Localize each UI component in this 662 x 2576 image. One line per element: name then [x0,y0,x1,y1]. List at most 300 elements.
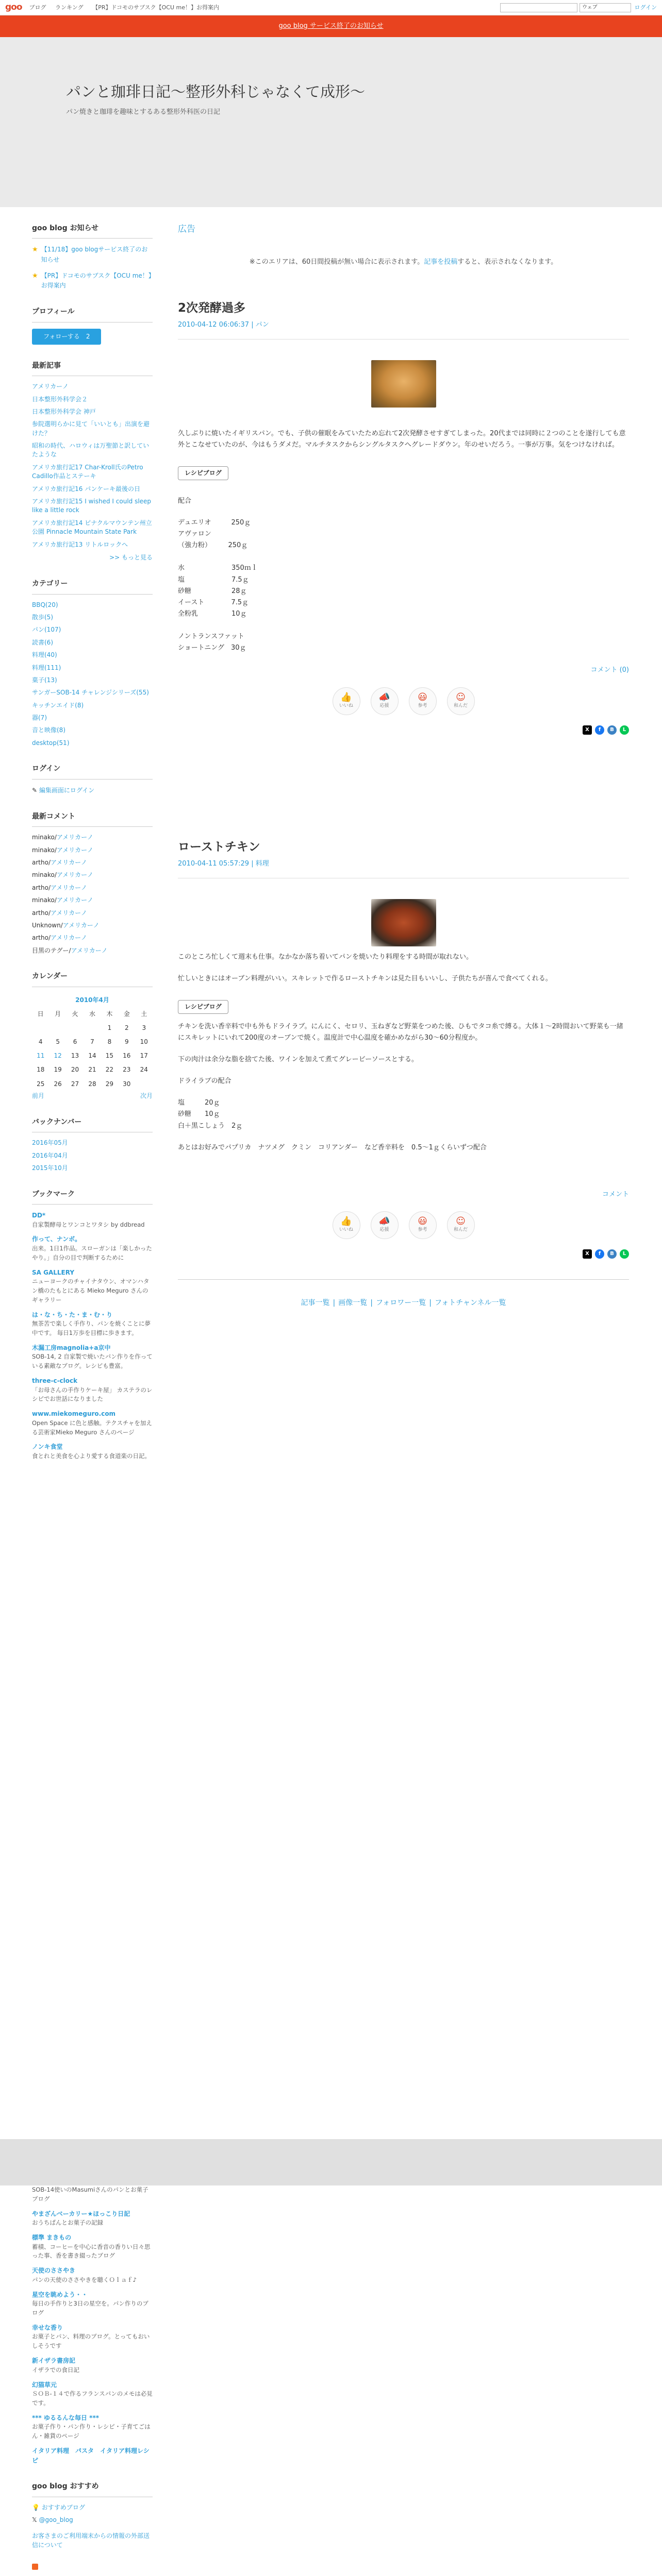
article-title[interactable]: ローストチキン [178,840,260,854]
comment-author: Unknown [32,921,61,929]
recipe-blog-button[interactable]: レシピブログ [178,1000,228,1014]
login-heading: ログイン [32,763,153,779]
bulb-icon: 💡 [32,2503,40,2511]
ad-notice-text: すると、表示されなくなります。 [457,258,558,266]
article-body [178,952,629,985]
bookmark-desc: SOB-14使いのMasumiさんのパンとお菓子ブログ [32,2186,148,2202]
calendar-heading: カレンダー [32,971,153,987]
calendar-day: 6 [73,1038,77,1046]
bookmark-item [32,1211,153,1229]
relaxed-icon: ☺ [456,1216,466,1227]
bookmark-link[interactable]: 幻猫草元 [32,2381,57,2388]
bookmark-heading: ブックマーク [32,1189,153,1205]
ingredient-line: 塩 7.5ｇ [178,575,249,584]
ingredient-line [178,620,629,631]
article-paragraph: 久しぶりに焼いたイギリスパン。でも、子供の催眠をみていたため忘れて2次発酵させすぎてしまった。20代までは同時に２つのことを遂行しても意外とこなせていたのが、今はもうダメだ。マルチタスクからシングルタスクへグレードダウン。年のせいだろう。一事が万事。気をつけなければ。 [178,429,626,449]
archive-links: 記事一覧 | 画像一覧 | フォロワー一覧 | フォトチャンネル一覧 [178,1279,629,1309]
bookmark-desc: SOB-14, 2 自家製で焼いたパン作りを作っている素敵なブログ。レシピも豊富。 [32,1353,153,1370]
calendar-day: 22 [105,1066,114,1074]
bookmark-desc: 蓄積、コーヒーを中心に香音の香りい日々思った事、香を書き綴ったブログ [32,2243,151,2260]
main-content [178,223,629,1309]
bookmark-desc: パンの天使のささやきを聴くＯｌａｆ♪ [32,2276,137,2283]
bookmark-item [32,2266,153,2284]
recommend-item [32,2503,153,2512]
share-buttons [178,725,629,735]
calendar-day: 10 [140,1038,148,1046]
facebook-share-icon[interactable]: f [595,725,604,735]
bookmark-item [32,1442,153,1461]
facebook-share-icon[interactable]: f [595,1249,604,1259]
smile-icon: 😃 [418,691,427,703]
nav-pr[interactable]: 【PR】ドコモのサブスク【OCU me！】お得案内 [92,4,219,11]
ingredient-line: 塩 20ｇ [178,1099,220,1107]
calendar-day: 24 [140,1066,148,1074]
recent-heading: 最新記事 [32,360,153,376]
bookmark-item [32,2356,153,2375]
calendar-day: 28 [88,1080,96,1088]
ingredient-line: イースト 7.5ｇ [178,598,249,606]
bookmark-link[interactable]: three-c-clock [32,1377,78,1385]
calendar-day: 20 [71,1066,79,1074]
bookmark-desc: お菓子作り・パン作り・レシピ・子育てごはん・雑貨のページ [32,2423,151,2440]
bookmark-item [32,1409,153,1437]
comment-article-link[interactable]: アメリカーノ [62,921,100,929]
reaction-label: 和んだ [453,703,468,708]
bookmark-item [32,1310,153,1338]
comment-article-link[interactable]: アメリカーノ [71,946,108,954]
ingredient-line: デュエリオ 250ｇ [178,519,251,527]
comment-item: minako/アメリカーノ [32,846,93,854]
calendar-day-link[interactable]: 12 [54,1052,62,1060]
bookmark-link[interactable]: 木漏工房magnolia+a京中 [32,1344,111,1351]
bookmark-item [32,2413,153,2441]
thumbs-up-icon: 👍 [340,691,352,703]
article-body [178,428,629,451]
article-meta[interactable]: 2010-04-12 06:06:37 | パン [178,320,629,340]
category-item[interactable]: 器(7) [32,714,47,722]
bookmark-item [32,1268,153,1305]
backnumber-heading: バックナンバー [32,1116,153,1132]
search-input[interactable] [500,3,577,12]
calendar-day: 2 [125,1024,129,1031]
thumbs-up-icon: 👍 [340,1216,352,1227]
weekday: 日 [37,1010,44,1018]
recent-item[interactable]: 昭和の時代、ハロウィは万聖節と訳していたような [32,442,150,459]
reaction-label: いいね [339,1227,353,1233]
ingredient-line: 白＋黒こしょう 2ｇ [178,1122,243,1130]
category-item[interactable]: 料理(40) [32,651,57,659]
bookmark-item [32,2185,153,2204]
blog-description: パン焼きと珈琲を趣味とするある整形外科医の日記 [66,108,221,116]
notices-heading: goo blog お知らせ [32,223,153,239]
reaction-label: 応援 [379,1227,389,1233]
comment-article-link[interactable]: アメリカーノ [56,834,93,841]
article-meta[interactable]: 2010-04-11 05:57:29 | 料理 [178,859,629,878]
recipe-title: 配合 [178,497,192,505]
article-paragraph: このところ忙しくて週末も仕事。なかなか落ち着いてパンを焼いたり料理をする時間が取れない。 [178,953,473,961]
bread-photo[interactable] [371,360,436,408]
backnumber-list [32,1139,153,1173]
comment-author: artho [32,858,48,866]
calendar-day: 13 [71,1052,79,1060]
rss-icon[interactable] [32,2563,153,2573]
bookmark-desc: 毎日の手作りと3日の星空を。パン作りのブログ [32,2300,148,2317]
like-button[interactable] [333,1211,360,1239]
service-banner [0,15,662,37]
recent-item[interactable]: アメリカ旅行記14 ピナクルマウンテン州立公園 Pinnacle Mountain State Park [32,519,152,536]
calendar-week [32,1077,153,1091]
article-title[interactable]: 2次発酵過多 [178,301,246,315]
calendar-week [32,1049,153,1063]
helpful-button[interactable] [409,687,437,715]
reaction-buttons [178,1211,629,1239]
recommend-heading: goo blog おすすめ [32,2481,153,2497]
bookmark-desc: ＳＯＢ-１４で作るフランスパンのメモは必見です。 [32,2390,153,2406]
ingredient-line: アヴァロン [178,530,211,538]
comment-item: artho/アメリカーノ [32,909,87,917]
calendar-nav [32,1091,153,1101]
article-paragraph: 下の肉汁は余分な脂を捨てた後、ワインを加えて煮てグレービーソースとする。 [178,1056,418,1064]
login-row [32,786,153,795]
ad-notice-text: ※このエリアは、60日間投稿が無い場合に表示されます。 [249,258,424,266]
article-recipe [178,496,629,654]
bookmark-link[interactable]: DD* [32,1211,46,1219]
calendar-day-link[interactable]: 11 [37,1052,45,1060]
follow-label: フォローする [43,332,80,340]
comment-item: artho/アメリカーノ [32,934,87,942]
calendar-week [32,1035,153,1049]
category-item[interactable]: パン(107) [32,626,61,634]
comment-author: minako [32,834,55,841]
calendar-day: 18 [37,1066,45,1074]
follow-count: 2 [86,332,90,340]
calendar-day: 3 [142,1024,146,1031]
weekday: 火 [72,1010,78,1018]
blog-header [0,37,662,207]
bookmark-item [32,2209,153,2228]
recent-item[interactable]: 日本整形外科学会２ [32,395,88,403]
scroll-separator [0,2139,662,2185]
backnumber-item[interactable]: 2016年05月 [32,1139,68,1147]
photo-channel-link[interactable]: フォトチャンネル一覧 [435,1299,506,1308]
search-scope-select[interactable]: ウェブ [580,3,631,12]
follower-list-link[interactable]: フォロワー一覧 [375,1299,426,1308]
comment-article-link[interactable]: アメリカーノ [51,884,87,891]
bookmark-link[interactable]: イタリア料理 パスタ イタリア料理レシピ [32,2447,150,2464]
recipe-blog-button[interactable]: レシピブログ [178,466,228,480]
share-buttons [178,1249,629,1259]
calendar-next[interactable]: 次月 [140,1092,153,1099]
star-icon: ★ [32,272,38,280]
recent-item[interactable]: 参院選明らかに見て「いいとも」出演を避けた？ [32,420,150,437]
hatena-share-icon[interactable]: B [607,1249,617,1259]
megaphone-icon: 📣 [378,1216,390,1227]
cheer-button[interactable] [371,1211,399,1239]
calendar-month: 2010年4月 [75,996,109,1004]
bookmark-link[interactable]: 星空を眺めよう・・ [32,2291,88,2298]
notice-link[interactable]: 【PR】ドコモのサブスク【OCU me！】お得案内 [41,272,152,289]
comment-author: artho [32,909,48,917]
bookmark-desc: 無茶苦で楽しく手作り、パンを焼くことに夢中です。 毎日1万歩を目標に歩きます。 [32,1320,151,1337]
nav-blog[interactable]: ブログ [29,4,46,11]
recent-item[interactable]: アメリカ旅行記13 リトルロックへ [32,540,128,548]
bookmark-desc: 「お母さんの手作りケーキ屋」 カステラのレシピでお世話になりました [32,1386,153,1403]
category-item[interactable]: BBQ(20) [32,601,58,608]
bookmark-link[interactable]: やまざんベーカリー★ほっこり日記 [32,2210,130,2217]
hatena-share-icon[interactable]: B [607,725,617,735]
x-icon: 𝕏 [32,2516,37,2523]
calendar-day: 16 [123,1052,131,1060]
megaphone-icon: 📣 [378,691,390,703]
image-list-link[interactable]: 画像一覧 [338,1299,368,1308]
article-body [178,1021,629,1154]
recommend-item [32,2516,153,2524]
ingredient-line: 砂糖 10ｇ [178,1110,220,1118]
calendar-day: 30 [123,1080,131,1088]
comment-article-link[interactable]: アメリカーノ [51,858,87,866]
roast-chicken-photo[interactable] [371,899,436,946]
article [178,838,629,1259]
bookmark-item [32,2233,153,2261]
reaction-buttons [178,687,629,715]
relaxed-button[interactable] [447,687,475,715]
bookmark-link[interactable]: ノンキ食堂 [32,1443,63,1451]
relaxed-icon: ☺ [456,691,466,703]
editor-login-link[interactable]: 編集画面にログイン [39,786,95,794]
external-transmission-link[interactable]: お客さまのご利用端末からの情報の外部送信について [32,2532,150,2549]
calendar-day [49,1021,66,1035]
recent-list [32,382,153,549]
calendar-day: 7 [90,1038,94,1046]
smile-icon: 😃 [418,1216,427,1227]
bookmark-desc: ニューヨークのチャイナタウン、オマンハタン橋のたもとにある Mieko Meguro さんのギャラリー [32,1278,150,1303]
ingredient-line: ショートニング 30ｇ [178,644,246,652]
weekday: 金 [123,1010,130,1018]
sidebar [32,223,153,1466]
ingredient-line: 全粉乳 10ｇ [178,609,247,618]
line-share-icon[interactable]: L [620,1249,629,1259]
comment-item: minako/アメリカーノ [32,871,93,879]
search-area [500,3,631,12]
article-list-link[interactable]: 記事一覧 [301,1299,330,1308]
ingredient-line: 砂糖 28ｇ [178,587,247,595]
notice-item [32,271,153,291]
category-item[interactable]: 音と映像(8) [32,726,65,734]
calendar-day [84,1021,101,1035]
blog-title[interactable]: パンと珈琲日記〜整形外科じゃなくて成形〜 [66,83,366,100]
bookmark-desc: 出来。1日1作品。スローガンは「楽しかったやり。」自分の目で判断するために [32,1244,152,1261]
calendar-day: 4 [38,1038,43,1046]
comment-author: minako [32,846,55,854]
calendar-day: 17 [140,1052,148,1060]
comment-item: 目黒のテグー/アメリカーノ [32,946,108,954]
category-item[interactable]: サンガーSOB-14 チャレンジシリーズ(55) [32,689,149,697]
bookmark-link[interactable]: SA GALLERY [32,1268,75,1276]
calendar-day [136,1077,153,1091]
recommend-list [32,2503,153,2550]
bookmark-link[interactable]: 標準 まきもの [32,2234,72,2242]
bookmark-link[interactable]: *** ゆるるんな毎日 *** [32,2414,100,2421]
line-share-icon[interactable]: L [620,725,629,735]
bookmark-item [32,1343,153,1371]
comment-article-link[interactable]: アメリカーノ [56,896,93,904]
calendar-week [32,1063,153,1077]
comment-article-link[interactable]: アメリカーノ [51,909,87,917]
reaction-label: 参考 [418,1227,427,1233]
bookmark-item [32,1376,153,1404]
reaction-label: いいね [339,703,353,708]
comment-item: minako/アメリカーノ [32,834,93,841]
calendar-day: 8 [107,1038,112,1046]
bookmark-item [32,1234,153,1262]
category-item[interactable]: キッチンエイド(8) [32,701,84,709]
bookmark-item [32,2323,153,2351]
post-article-link[interactable]: 記事を投稿 [424,258,458,266]
ingredient-line [178,551,629,563]
global-nav [29,3,226,12]
more-link[interactable]: >> もっと見る [109,553,153,561]
bookmark-item [32,2446,153,2465]
recent-item[interactable]: アメリカーノ [32,383,69,391]
bookmark-link[interactable]: 新イザラ書房記 [32,2357,76,2365]
calendar-day [67,1021,84,1035]
profile-heading: プロフィール [32,306,153,322]
ingredient-list [178,1097,629,1131]
calendar-day: 1 [107,1024,112,1031]
bookmark-desc: Open Space に色と感触。テクスチャを加える芸術家Mieko Meguro さんのページ [32,1419,152,1436]
calendar-day: 15 [105,1052,114,1060]
like-button[interactable] [333,687,360,715]
ingredient-list [178,517,629,654]
weekday: 土 [141,1010,147,1018]
comment-item: artho/アメリカーノ [32,884,87,891]
recommend-blog-link[interactable]: おすすめブログ [41,2503,85,2511]
category-heading: カテゴリー [32,578,153,594]
ad-heading: 広告 [178,224,195,234]
bookmark-item [32,2290,153,2318]
comment-item: Unknown/アメリカーノ [32,921,100,929]
recent-item[interactable]: アメリカ旅行記16 パンケーキ最後の日 [32,485,141,493]
follow-button[interactable] [32,329,101,345]
category-item[interactable]: desktop(51) [32,739,70,747]
comment-author: 目黒のテグー [32,946,69,954]
service-end-link[interactable]: goo blog サービス終了のお知らせ [278,22,384,30]
goo-logo[interactable]: goo [5,2,22,12]
calendar-week [32,1021,153,1035]
reaction-label: 和んだ [453,1227,468,1233]
ingredient-line: 水 350ｍｌ [178,564,258,572]
category-item[interactable]: 読書(6) [32,638,53,646]
calendar-day: 25 [37,1080,45,1088]
comment-author: minako [32,896,55,904]
category-item[interactable]: 散歩(5) [32,613,53,621]
x-share-icon[interactable]: X [583,725,592,735]
comment-item: artho/アメリカーノ [32,858,87,866]
recent-item[interactable]: アメリカ旅行記15 I wished I could sleep like a little rock [32,498,152,514]
cheer-button[interactable] [371,687,399,715]
comment-article-link[interactable]: アメリカーノ [56,871,93,879]
calendar-day: 21 [88,1066,96,1074]
category-item[interactable]: 菓子(13) [32,676,57,684]
reaction-label: 参考 [418,703,427,708]
article-paragraph: あとはお好みでパプリカ ナツメグ クミン コリアンダー など香辛料を 0.5〜1ｇくらいずつ配合 [178,1143,487,1151]
calendar-day: 26 [54,1080,62,1088]
article [178,299,629,735]
calendar-prev[interactable]: 前月 [32,1092,45,1099]
bookmark-list [32,1211,153,1461]
recent-item[interactable]: アメリカ旅行記17 Char-Kroll氏のPetro Cadillo作品とステーキ [32,463,143,480]
helpful-button[interactable] [409,1211,437,1239]
login-link[interactable]: ログイン [634,4,657,11]
nav-ranking[interactable]: ランキング [55,4,84,11]
weekday: 水 [89,1010,95,1018]
comment-link[interactable]: コメント (0) [590,666,629,674]
pencil-icon: ✎ [32,786,38,794]
weekday: 月 [55,1010,61,1018]
article-paragraph: 忙しいときにはオーブン料理がいい。スキレットで作るローストチキンは見た目もいいし、子供たちが喜んで食べてくれる。 [178,974,552,982]
calendar-day: 29 [105,1080,114,1088]
reaction-label: 応援 [379,703,389,708]
category-item[interactable]: 料理(111) [32,664,61,671]
bookmark-link[interactable]: 幸せな香り [32,2324,63,2331]
notice-item [32,245,153,264]
recent-item[interactable]: 日本整形外科学会 神戸 [32,408,96,415]
comment-item: minako/アメリカーノ [32,896,93,904]
calendar-day: 14 [88,1052,96,1060]
bookmark-item [32,2380,153,2408]
relaxed-button[interactable] [447,1211,475,1239]
bookmark-desc: お菓子とパン、料理のブログ。とってもおいしそうです [32,2333,150,2350]
ad-notice [178,257,629,268]
bookmark-link[interactable]: www.miekomeguro.com [32,1410,116,1418]
calendar-day: 23 [123,1066,131,1074]
comments-heading: 最新コメント [32,811,153,827]
ingredient-line: ノントランスファット [178,632,244,640]
calendar-day: 9 [125,1038,129,1046]
calendar-weekdays [32,1007,153,1021]
comment-article-link[interactable]: アメリカーノ [51,934,87,942]
comment-author: artho [32,934,48,942]
bookmark-desc: 自家製酵母とワンコとワタシ by ddbread [32,1221,145,1228]
calendar-day: 19 [54,1066,62,1074]
comment-author: artho [32,884,48,891]
bookmark-link[interactable]: 天使のささやき [32,2267,76,2275]
calendar [32,993,153,1091]
comment-link[interactable]: コメント [602,1190,629,1198]
bookmark-desc: イザラでの食日記 [32,2366,79,2374]
ingredient-line: （強力粉） 250ｇ [178,541,248,550]
weekday: 木 [106,1010,113,1018]
calendar-day: 5 [56,1038,60,1046]
notice-link[interactable]: 【11/18】goo blogサービス終了のお知らせ [41,246,148,263]
bookmark-desc: 食とれと美食を心より愛する食道楽の日記。 [32,1452,151,1460]
backnumber-item[interactable]: 2015年10月 [32,1164,68,1172]
calendar-day [32,1021,49,1035]
recipe-title: ドライラブの配合 [178,1077,231,1086]
global-header [0,0,662,15]
x-share-icon[interactable]: X [583,1249,592,1259]
goo-blog-x-link[interactable]: @goo_blog [39,2516,73,2523]
calendar-day: 27 [71,1080,79,1088]
bookmark-link[interactable]: は・な・ち・た・ま・む・り [32,1311,113,1318]
star-icon: ★ [32,246,38,254]
bookmark-desc: おうちぱんとお菓子の記録 [32,2219,103,2227]
bookmark-link[interactable]: 作って、ナンボ。 [32,1235,81,1243]
comment-article-link[interactable]: アメリカーノ [56,846,93,854]
sidebar-continued [32,2185,153,2576]
backnumber-item[interactable]: 2016年04月 [32,1151,68,1159]
comment-list [32,833,153,955]
